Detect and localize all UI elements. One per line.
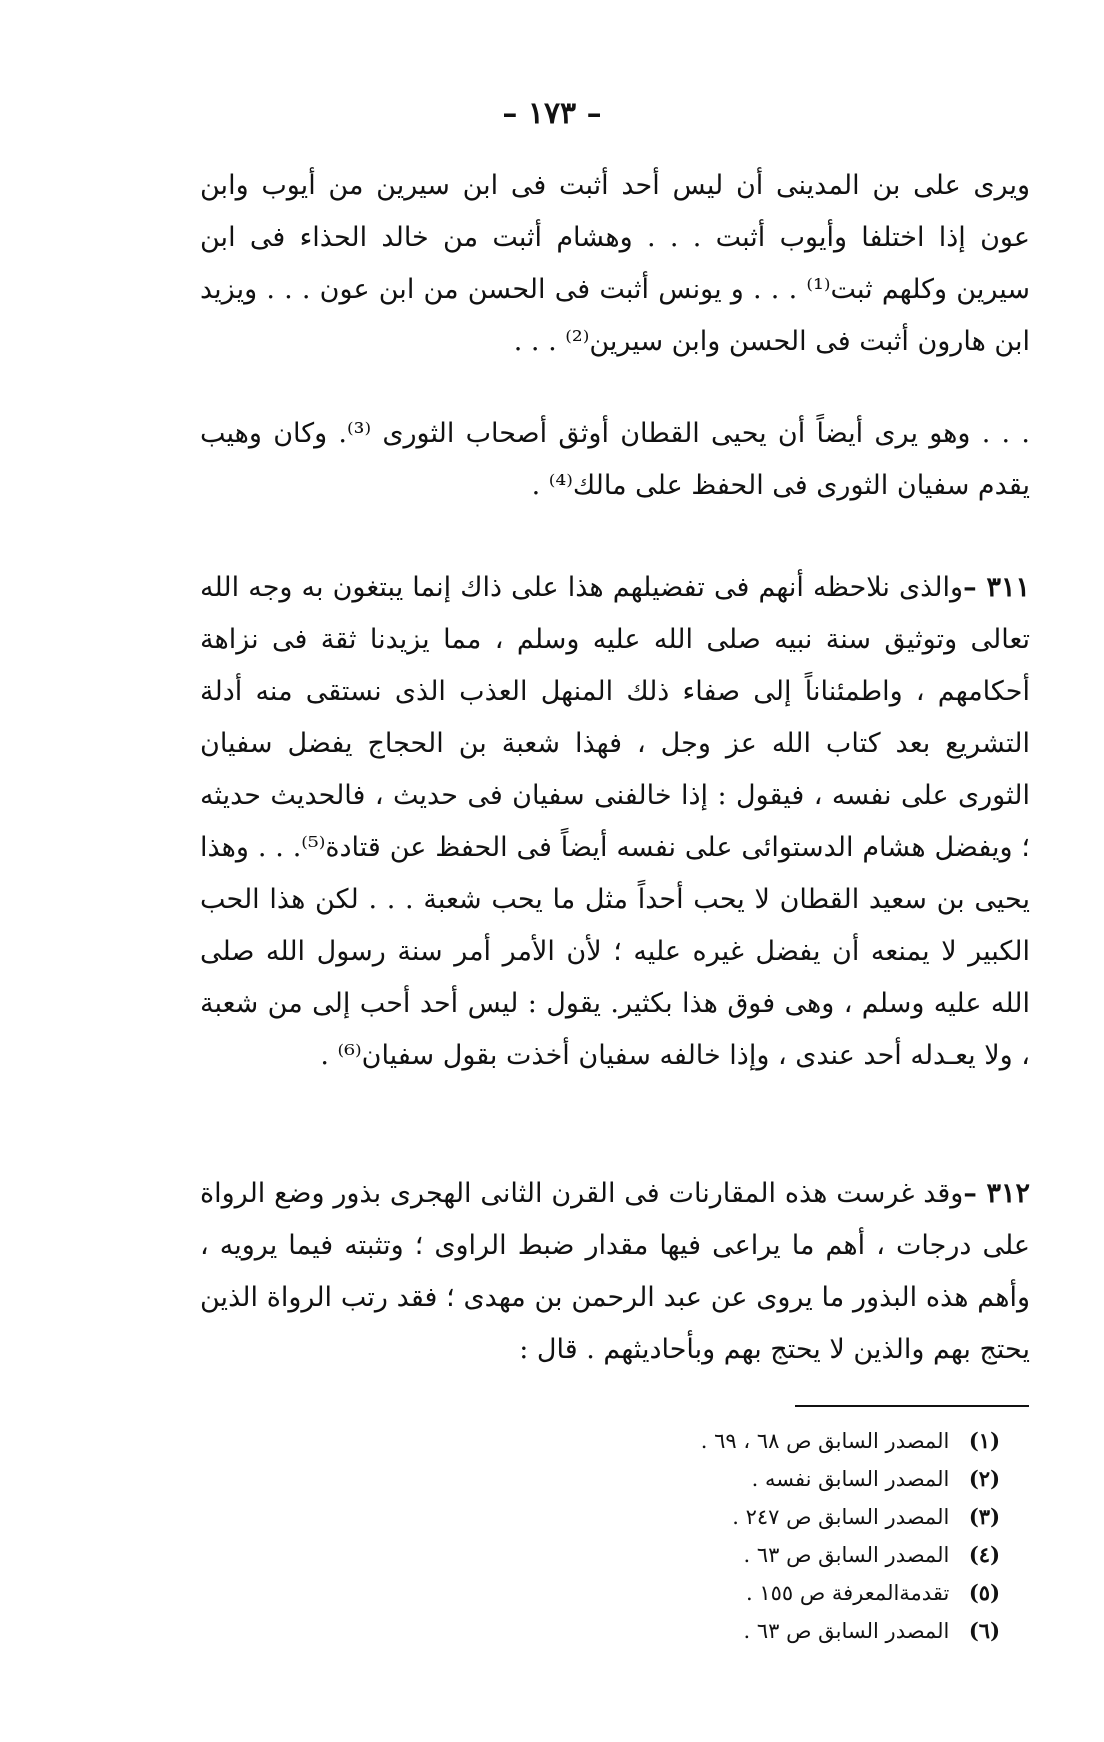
- footnote-item: [400, 1574, 1000, 1612]
- footnote-number: (٤): [968, 1542, 1000, 1567]
- page-number: – ١٧٣ –: [502, 96, 602, 131]
- footnote-item: [400, 1422, 1000, 1460]
- paragraph-311: [200, 562, 1030, 1082]
- paragraph-text: وقد غرست هذه المقارنات فى القرن الثانى الهجرى بذور وضع الرواة على درجات ، أهم ما يراعى فيها مقدار ضبط الراوى ؛ وتثبته فيما يرويه ، وأهم هذه البذور ما يروى عن عبد الرحمن بن مهدى ؛ فقد رتب الرواة الذين يحتج بهم والذين لا يحتج بهم وبأحاديثهم . قال :: [200, 1178, 1030, 1365]
- footnote-item: [400, 1536, 1000, 1574]
- footnote-number: (٣): [968, 1504, 1000, 1529]
- footnote-text: المصدر السابق نفسه .: [751, 1467, 950, 1491]
- footnote-number: (٦): [968, 1618, 1000, 1643]
- paragraph-body: [200, 562, 1030, 1082]
- footnote-number: (٥): [968, 1580, 1000, 1605]
- footnote-text: المصدر السابق ص ٦٨ ، ٦٩ .: [700, 1429, 950, 1453]
- footnote-item: [400, 1612, 1000, 1650]
- footnote-text: تقدمةالمعرفة ص ١٥٥ .: [745, 1581, 950, 1605]
- section-number: ٣١٢ –: [963, 1178, 1030, 1209]
- paragraph-ali-ibn-madini: [200, 160, 1030, 368]
- section-number: ٣١١ –: [963, 572, 1030, 603]
- paragraph-yahya-qattan: [200, 408, 1030, 512]
- footnote-text: المصدر السابق ص ٢٤٧ .: [732, 1505, 950, 1529]
- footnote-divider: [795, 1405, 1029, 1407]
- paragraph-text: . . . وهو يرى أيضاً أن يحيى القطان أوثق أصحاب الثورى ⁽³⁾. وكان وهيب يقدم سفيان الثورى فى الحفظ على مالك⁽⁴⁾ .: [200, 418, 1030, 501]
- footnote-text: المصدر السابق ص ٦٣ .: [743, 1619, 950, 1643]
- paragraph-body: [200, 1168, 1030, 1376]
- footnote-number: (١): [968, 1428, 1000, 1453]
- footnote-item: [400, 1498, 1000, 1536]
- footnote-number: (٢): [968, 1466, 1000, 1491]
- footnote-item: [400, 1460, 1000, 1498]
- footnote-text: المصدر السابق ص ٦٣ .: [743, 1543, 950, 1567]
- paragraph-text: ويرى على بن المدينى أن ليس أحد أثبت فى ابن سيرين من أيوب وابن عون إذا اختلفا وأيوب أثبت . . . وهشام أثبت من خالد الحذاء فى ابن سيرين وكلهم ثبت⁽¹⁾ . . . و يونس أثبت فى الحسن من ابن عون . . . ويزيد ابن هارون أثبت فى الحسن وابن سيرين⁽²⁾ . . .: [200, 170, 1031, 357]
- paragraph-text: والذى نلاحظه أنهم فى تفضيلهم هذا على ذاك إنما يبتغون به وجه الله تعالى وتوثيق سنة نبيه صلى الله عليه وسلم ، مما يزيدنا ثقة فى نزاهة أحكامهم ، واطمئناناً إلى صفاء ذلك المنهل العذب الذى نستقى منه أدلة التشريع بعد كتاب الله عز وجل ، فهذا شعبة بن الحجاج يفضل سفيان الثورى على نفسه ، فيقول : إذا خالفنى سفيان فى حديث ، فالحديث حديثه ؛ ويفضل هشام الدستوائى على نفسه أيضاً فى الحفظ عن قتادة⁽⁵⁾. . . وهذا يحيى بن سعيد القطان لا يحب أحداً مثل ما يحب شعبة . . . لكن هذا الحب الكبير لا يمنعه أن يفضل غيره عليه ؛ لأن الأمر أمر سنة رسول الله صلى الله عليه وسلم ، وهى فوق هذا بكثير. يقول : ليس أحد أحب إلى من شعبة ، ولا يعـدله أحد عندى ، وإذا خالفه سفيان أخذت بقول سفيان⁽⁶⁾ .: [200, 572, 1030, 1071]
- paragraph-312: [200, 1168, 1030, 1376]
- footnotes-list: [400, 1422, 1000, 1650]
